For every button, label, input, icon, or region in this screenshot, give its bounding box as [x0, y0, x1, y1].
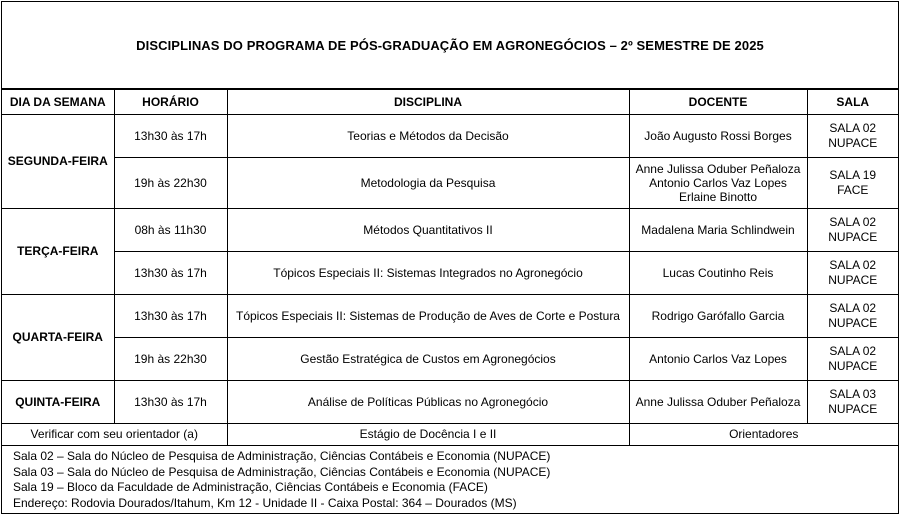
title-box	[2, 2, 898, 89]
row-time: 13h30 às 17h	[114, 115, 227, 158]
row-time: 08h às 11h30	[114, 209, 227, 252]
table-row	[2, 381, 898, 424]
note-line: Sala 03 – Sala do Núcleo de Pesquisa de Administração, Ciências Contábeis e Economia (NUPACE)	[13, 464, 551, 479]
address-line: Endereço: Rodovia Dourados/Itahum, Km 12 - Unidade II - Caixa Postal: 364 – Dourados (MS)	[13, 495, 517, 510]
supervisors: Orientadores	[629, 424, 898, 446]
row-teacher: Antonio Carlos Vaz Lopes	[629, 338, 807, 381]
row-time: 19h às 22h30	[114, 338, 227, 381]
note-line: Sala 19 – Bloco da Faculdade de Administração, Ciências Contábeis e Economia (FACE)	[13, 480, 488, 494]
schedule-table	[2, 89, 898, 446]
day-thursday: QUINTA-FEIRA	[2, 381, 114, 424]
row-room: SALA 02 NUPACE	[807, 252, 898, 295]
row-time: 13h30 às 17h	[114, 295, 227, 338]
table-header-row	[2, 90, 898, 115]
row-room: SALA 02 NUPACE	[807, 338, 898, 381]
header-day: DIA DA SEMANA	[2, 90, 114, 115]
schedule-document	[1, 1, 899, 514]
header-course: DISCIPLINA	[227, 90, 629, 115]
table-row	[2, 158, 898, 209]
row-teacher: Madalena Maria Schlindwein	[629, 209, 807, 252]
table-row	[2, 115, 898, 158]
row-course: Métodos Quantitativos II	[227, 209, 629, 252]
row-teacher: Rodrigo Garófallo Garcia	[629, 295, 807, 338]
row-teacher: João Augusto Rossi Borges	[629, 115, 807, 158]
row-course: Teorias e Métodos da Decisão	[227, 115, 629, 158]
note-line: Sala 02 – Sala do Núcleo de Pesquisa de Administração, Ciências Contábeis e Economia (NUPACE)	[13, 449, 551, 463]
row-course: Gestão Estratégica de Custos em Agronegócios	[227, 338, 629, 381]
schedule-note: Verificar com seu orientador (a)	[2, 424, 227, 446]
row-room: SALA 19 FACE	[807, 158, 898, 209]
row-teacher: Lucas Coutinho Reis	[629, 252, 807, 295]
table-row	[2, 295, 898, 338]
row-time: 13h30 às 17h	[114, 252, 227, 295]
row-teacher: Anne Julissa Oduber Peñaloza	[629, 381, 807, 424]
row-room: SALA 02 NUPACE	[807, 295, 898, 338]
header-room: SALA	[807, 90, 898, 115]
row-teacher: Anne Julissa Oduber Peñaloza Antonio Carlos Vaz Lopes Erlaine Binotto	[629, 158, 807, 209]
row-time: 19h às 22h30	[114, 158, 227, 209]
room-notes	[2, 446, 898, 511]
row-course: Metodologia da Pesquisa	[227, 158, 629, 209]
row-room: SALA 02 NUPACE	[807, 115, 898, 158]
table-row	[2, 252, 898, 295]
row-time: 13h30 às 17h	[114, 381, 227, 424]
day-tuesday: TERÇA-FEIRA	[2, 209, 114, 295]
page-title: DISCIPLINAS DO PROGRAMA DE PÓS-GRADUAÇÃO EM AGRONEGÓCIOS – 2º SEMESTRE DE 2025	[136, 37, 764, 53]
supervised-row	[2, 424, 898, 446]
table-row	[2, 209, 898, 252]
header-teacher: DOCENTE	[629, 90, 807, 115]
row-course: Análise de Políticas Públicas no Agronegócio	[227, 381, 629, 424]
row-course: Tópicos Especiais II: Sistemas Integrados no Agronegócio	[227, 252, 629, 295]
table-row	[2, 338, 898, 381]
row-room: SALA 03 NUPACE	[807, 381, 898, 424]
day-monday: SEGUNDA-FEIRA	[2, 115, 114, 209]
internship-course: Estágio de Docência I e II	[227, 424, 629, 446]
row-course: Tópicos Especiais II: Sistemas de Produção de Aves de Corte e Postura	[227, 295, 629, 338]
day-wednesday: QUARTA-FEIRA	[2, 295, 114, 381]
row-room: SALA 02 NUPACE	[807, 209, 898, 252]
header-time: HORÁRIO	[114, 90, 227, 115]
